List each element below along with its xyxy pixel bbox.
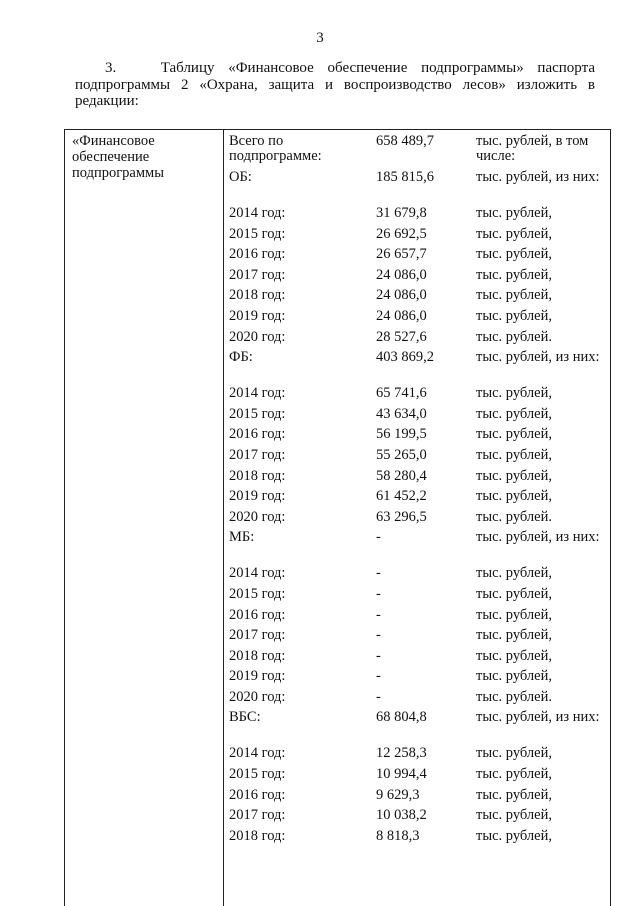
row-unit: тыс. рублей, — [476, 745, 552, 762]
table-row — [229, 425, 605, 446]
table-left-cell: «Финансовое обеспечение подпрограммы — [72, 133, 164, 182]
table-row — [229, 528, 605, 564]
table-row — [229, 606, 605, 627]
table-row — [229, 446, 605, 467]
row-unit: тыс. рублей, — [476, 426, 552, 443]
table-row — [229, 708, 605, 744]
row-label: Всего по подпрограмме: — [229, 133, 322, 164]
row-value: 24 086,0 — [376, 287, 427, 304]
row-label: 2020 год: — [229, 328, 286, 345]
row-label: 2014 год: — [229, 565, 286, 582]
row-value: 10 038,2 — [376, 807, 427, 824]
row-label: ВБС: — [229, 709, 261, 726]
row-label: 2018 год: — [229, 827, 286, 844]
row-value: - — [376, 585, 381, 602]
row-label: 2015 год: — [229, 405, 286, 422]
table-row — [229, 348, 605, 384]
table-row — [229, 827, 605, 848]
row-value: 65 741,6 — [376, 385, 427, 402]
table-row — [229, 328, 605, 349]
table-row — [229, 626, 605, 647]
row-unit: тыс. рублей, — [476, 287, 552, 304]
row-label: 2014 год: — [229, 745, 286, 762]
row-unit: тыс. рублей, — [476, 827, 552, 844]
page-number: 3 — [316, 30, 324, 46]
row-value: 12 258,3 — [376, 745, 427, 762]
row-unit: тыс. рублей, из них: — [476, 169, 600, 185]
item-number: 3. — [105, 60, 117, 76]
row-value: 63 296,5 — [376, 508, 427, 525]
table-row — [229, 384, 605, 405]
financing-table — [64, 129, 611, 906]
row-label: 2019 год: — [229, 668, 286, 685]
table-row — [229, 266, 605, 287]
table-row — [229, 647, 605, 668]
row-label: 2014 год: — [229, 205, 286, 221]
row-value: - — [376, 647, 381, 664]
column-divider — [223, 130, 224, 906]
row-value: 43 634,0 — [376, 405, 427, 422]
row-value: - — [376, 668, 381, 685]
row-value: 403 869,2 — [376, 349, 434, 366]
row-value: 26 692,5 — [376, 225, 427, 242]
row-label: 2015 год: — [229, 225, 286, 242]
row-label: 2014 год: — [229, 385, 286, 402]
row-unit: тыс. рублей, из них: — [476, 529, 600, 546]
row-unit: тыс. рублей, — [476, 446, 552, 463]
row-value: 55 265,0 — [376, 446, 427, 463]
table-rows — [229, 132, 605, 847]
row-value: - — [376, 565, 381, 582]
table-row — [229, 204, 605, 225]
row-unit: тыс. рублей, — [476, 668, 552, 685]
table-row — [229, 765, 605, 786]
row-label: 2020 год: — [229, 508, 286, 525]
row-unit: тыс. рублей, — [476, 488, 552, 505]
row-value: 31 679,8 — [376, 205, 427, 221]
table-row — [229, 168, 605, 204]
row-unit: тыс. рублей, — [476, 786, 552, 803]
table-row — [229, 744, 605, 765]
row-unit: тыс. рублей, — [476, 766, 552, 783]
table-row — [229, 286, 605, 307]
row-unit: тыс. рублей. — [476, 508, 552, 525]
table-row — [229, 508, 605, 529]
table-row — [229, 786, 605, 807]
row-unit: тыс. рублей, — [476, 807, 552, 824]
table-row — [229, 132, 605, 168]
row-label: 2016 год: — [229, 786, 286, 803]
row-unit: тыс. рублей, — [476, 467, 552, 484]
row-unit: тыс. рублей, — [476, 225, 552, 242]
row-value: 61 452,2 — [376, 488, 427, 505]
row-label: 2019 год: — [229, 488, 286, 505]
row-unit: тыс. рублей, — [476, 606, 552, 623]
row-unit: тыс. рублей, — [476, 307, 552, 324]
table-row — [229, 467, 605, 488]
row-unit: тыс. рублей, — [476, 585, 552, 602]
table-row — [229, 585, 605, 606]
row-label: 2017 год: — [229, 266, 286, 283]
row-label: 2017 год: — [229, 807, 286, 824]
row-label: 2016 год: — [229, 426, 286, 443]
row-label: ФБ: — [229, 349, 253, 366]
row-value: - — [376, 529, 381, 546]
row-label: 2018 год: — [229, 467, 286, 484]
row-unit: тыс. рублей, — [476, 627, 552, 644]
intro-text: Таблицу «Финансовое обеспечение подпрограммы» паспорта подпрограммы 2 «Охрана, защита и воспроизводство лесов» изложить в редакции: — [75, 60, 596, 109]
row-unit: тыс. рублей, — [476, 205, 552, 221]
table-row — [229, 688, 605, 709]
row-label: ОБ: — [229, 169, 252, 185]
row-value: 658 489,7 — [376, 133, 434, 149]
row-value: - — [376, 627, 381, 644]
row-label: 2016 год: — [229, 606, 286, 623]
row-unit: тыс. рублей, — [476, 405, 552, 422]
row-value: 8 818,3 — [376, 827, 420, 844]
table-row — [229, 487, 605, 508]
row-value: 26 657,7 — [376, 246, 427, 263]
row-label: 2015 год: — [229, 585, 286, 602]
row-unit: тыс. рублей, — [476, 266, 552, 283]
row-value: 28 527,6 — [376, 328, 427, 345]
row-unit: тыс. рублей, из них: — [476, 349, 600, 366]
row-value: 185 815,6 — [376, 169, 434, 185]
row-value: 10 994,4 — [376, 766, 427, 783]
row-unit: тыс. рублей, из них: — [476, 709, 600, 726]
intro-paragraph — [75, 60, 595, 110]
row-value: - — [376, 688, 381, 705]
row-value: 24 086,0 — [376, 307, 427, 324]
row-value: 24 086,0 — [376, 266, 427, 283]
row-label: 2020 год: — [229, 688, 286, 705]
row-unit: тыс. рублей. — [476, 328, 552, 345]
row-unit: тыс. рублей, — [476, 385, 552, 402]
row-unit: тыс. рублей. — [476, 688, 552, 705]
table-row — [229, 245, 605, 266]
row-unit: тыс. рублей, — [476, 647, 552, 664]
row-label: 2018 год: — [229, 287, 286, 304]
row-label: 2019 год: — [229, 307, 286, 324]
row-value: 58 280,4 — [376, 467, 427, 484]
table-row — [229, 307, 605, 328]
table-row — [229, 225, 605, 246]
row-label: 2017 год: — [229, 446, 286, 463]
row-value: 9 629,3 — [376, 786, 420, 803]
row-unit: тыс. рублей, — [476, 565, 552, 582]
row-label: 2015 год: — [229, 766, 286, 783]
row-value: 56 199,5 — [376, 426, 427, 443]
row-unit: тыс. рублей, — [476, 246, 552, 263]
row-value: 68 804,8 — [376, 709, 427, 726]
table-row — [229, 806, 605, 827]
row-unit: тыс. рублей, в том числе: — [476, 133, 589, 164]
row-value: - — [376, 606, 381, 623]
table-row — [229, 667, 605, 688]
row-label: МБ: — [229, 529, 255, 546]
table-row — [229, 564, 605, 585]
row-label: 2017 год: — [229, 627, 286, 644]
row-label: 2016 год: — [229, 246, 286, 263]
table-row — [229, 405, 605, 426]
row-label: 2018 год: — [229, 647, 286, 664]
